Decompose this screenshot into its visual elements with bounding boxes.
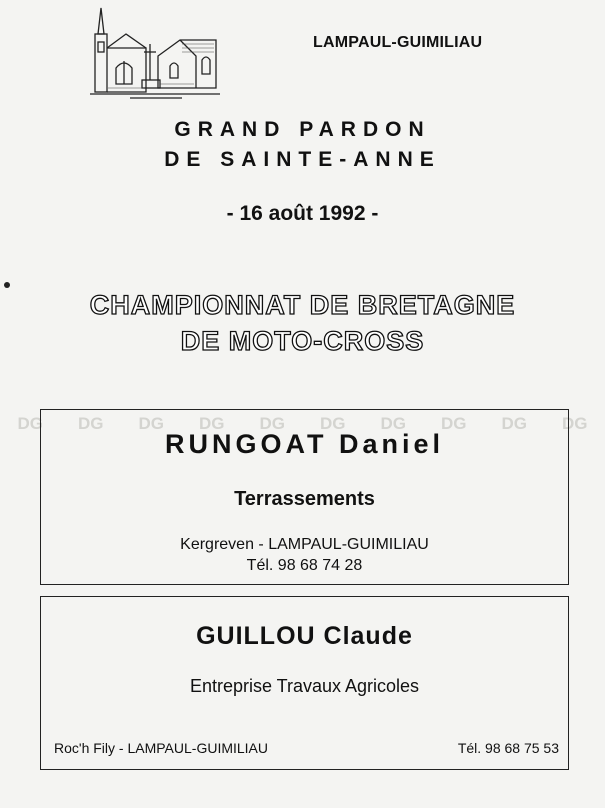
watermark-mark: DG bbox=[562, 414, 588, 433]
advert-address: Kergreven - LAMPAUL-GUIMILIAU bbox=[180, 536, 429, 553]
advert-guillou bbox=[40, 596, 569, 770]
watermark-mark: DG bbox=[259, 414, 285, 433]
watermark-mark: DG bbox=[501, 414, 527, 433]
advert-phone: Tél. 98 68 75 53 bbox=[457, 740, 559, 756]
ink-dot bbox=[4, 282, 10, 288]
advert-phone: Tél. 98 68 74 28 bbox=[246, 557, 363, 574]
watermark-mark: DG bbox=[320, 414, 346, 433]
championship-title-line1: CHAMPIONNAT DE BRETAGNE bbox=[89, 290, 516, 320]
watermark-mark: DG bbox=[17, 414, 43, 433]
advert-business-name: GUILLOU Claude bbox=[196, 622, 413, 650]
town-name: LAMPAUL-GUIMILIAU bbox=[313, 34, 483, 51]
championship-title-line2: DE MOTO-CROSS bbox=[180, 326, 425, 356]
watermark-mark: DG bbox=[380, 414, 406, 433]
church-illustration bbox=[86, 4, 222, 102]
event-title-line1: GRAND PARDON bbox=[174, 118, 431, 141]
event-title-line2: DE SAINTE-ANNE bbox=[164, 148, 441, 171]
watermark-mark: DG bbox=[78, 414, 104, 433]
advert-trade: Terrassements bbox=[234, 488, 375, 510]
watermark-mark: DG bbox=[199, 414, 225, 433]
advert-trade: Entreprise Travaux Agricoles bbox=[189, 676, 420, 696]
event-date: - 16 août 1992 - bbox=[226, 202, 379, 225]
advert-rungoat bbox=[40, 409, 569, 585]
watermark-mark: DG bbox=[138, 414, 164, 433]
advert-address: Roc'h Fily - LAMPAUL-GUIMILIAU bbox=[54, 740, 269, 756]
advert-business-name: RUNGOAT Daniel bbox=[164, 429, 444, 459]
watermark-mark: DG bbox=[441, 414, 467, 433]
